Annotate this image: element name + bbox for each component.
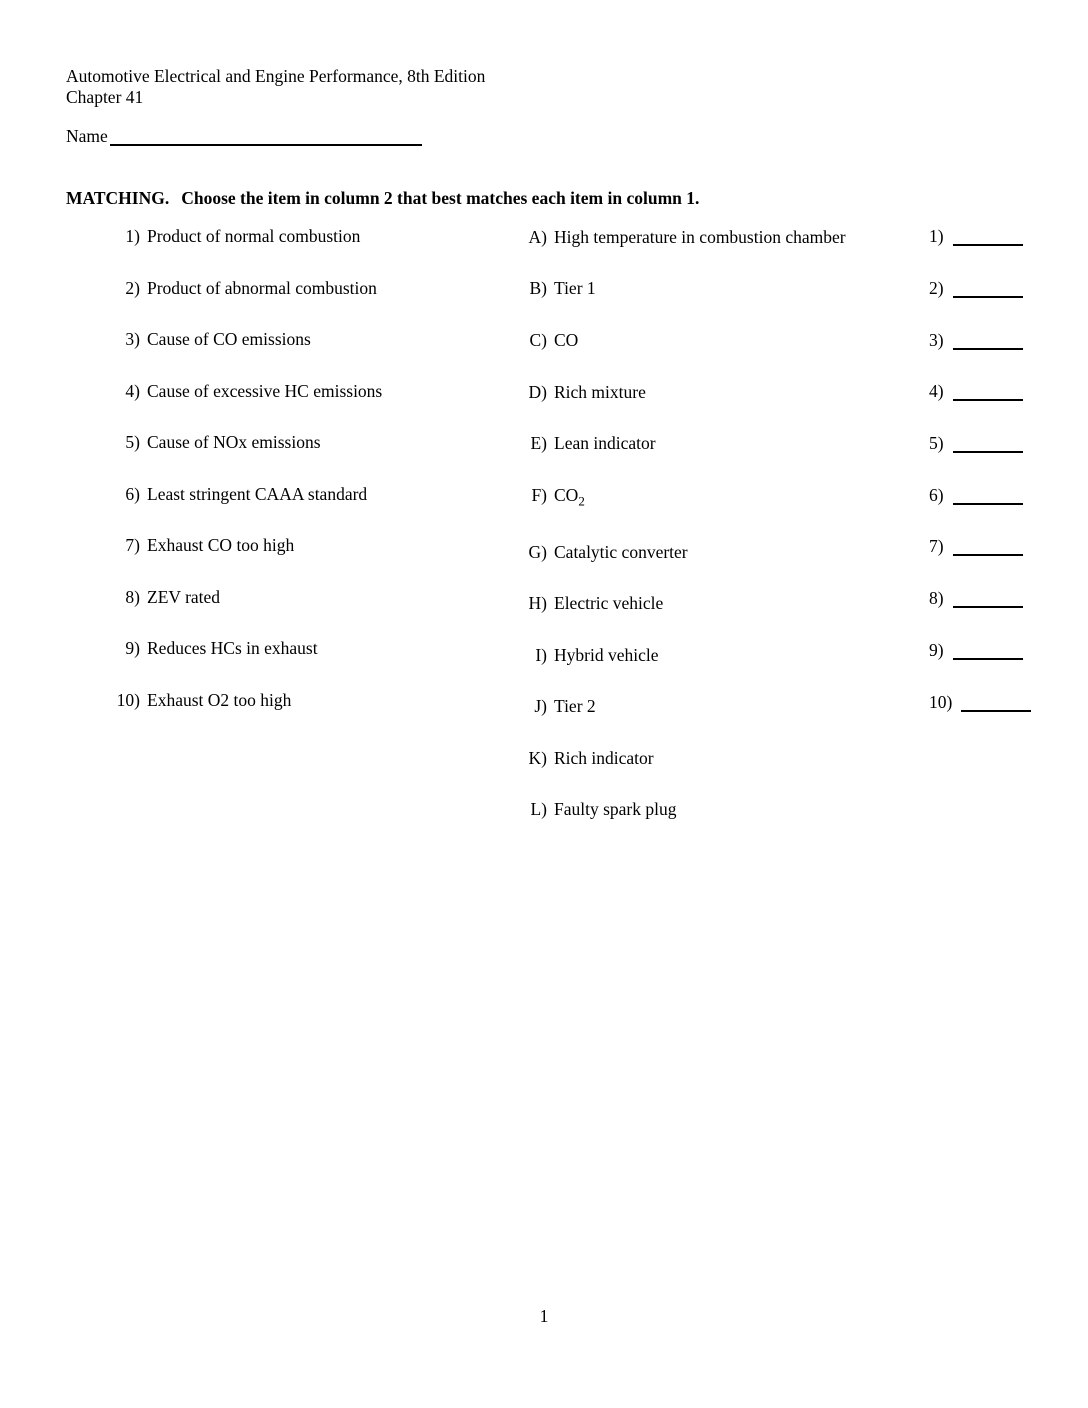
item-number: 6) bbox=[125, 484, 140, 504]
page-number: 1 bbox=[539, 1306, 549, 1326]
option-label: Tier 1 bbox=[554, 278, 596, 298]
item-label: Cause of NOx emissions bbox=[147, 432, 321, 452]
answer-row bbox=[929, 485, 1023, 506]
option-item bbox=[503, 645, 658, 666]
item-number: 2) bbox=[125, 278, 140, 298]
item-label: Exhaust CO too high bbox=[147, 535, 295, 555]
option-label: Rich mixture bbox=[554, 382, 646, 402]
matching-item bbox=[104, 638, 318, 659]
option-item bbox=[503, 748, 654, 769]
option-label: Tier 2 bbox=[554, 696, 596, 716]
option-letter: L) bbox=[530, 799, 547, 819]
option-letter: E) bbox=[530, 433, 547, 453]
name-label: Name bbox=[66, 126, 108, 146]
option-label: Hybrid vehicle bbox=[554, 645, 659, 665]
option-letter: A) bbox=[528, 227, 547, 247]
item-number: 7) bbox=[125, 535, 140, 555]
item-label: Cause of CO emissions bbox=[147, 329, 311, 349]
answer-number: 1) bbox=[929, 226, 944, 246]
option-label: CO bbox=[554, 330, 579, 350]
option-letter: D) bbox=[528, 382, 547, 402]
answer-row bbox=[929, 278, 1023, 299]
option-label: Electric vehicle bbox=[554, 593, 664, 613]
answer-row bbox=[929, 226, 1023, 247]
answer-number: 4) bbox=[929, 381, 944, 401]
chemical-subscript: 2 bbox=[578, 493, 585, 509]
answer-number: 6) bbox=[929, 485, 944, 505]
matching-item bbox=[104, 381, 382, 402]
item-label: Least stringent CAAA standard bbox=[147, 484, 368, 504]
matching-item bbox=[104, 535, 294, 556]
option-letter: H) bbox=[528, 593, 547, 613]
option-letter: J) bbox=[534, 696, 547, 716]
matching-item bbox=[104, 690, 291, 711]
item-label: Reduces HCs in exhaust bbox=[147, 638, 318, 658]
option-label: Lean indicator bbox=[554, 433, 656, 453]
option-letter: F) bbox=[531, 485, 547, 505]
option-item bbox=[503, 485, 585, 510]
option-item bbox=[503, 593, 663, 614]
answer-number: 5) bbox=[929, 433, 944, 453]
option-item bbox=[503, 382, 646, 403]
item-label: Cause of excessive HC emissions bbox=[147, 381, 383, 401]
option-letter: I) bbox=[535, 645, 547, 665]
answer-number: 10) bbox=[929, 692, 953, 712]
matching-item bbox=[104, 278, 377, 299]
option-item bbox=[503, 696, 596, 717]
option-label: Faulty spark plug bbox=[554, 799, 677, 819]
item-number: 4) bbox=[125, 381, 140, 401]
answer-blank-9[interactable] bbox=[953, 643, 1023, 661]
name-blank[interactable] bbox=[110, 129, 422, 147]
answer-blank-4[interactable] bbox=[953, 384, 1023, 402]
item-label: Product of normal combustion bbox=[147, 226, 361, 246]
answer-blank-2[interactable] bbox=[953, 281, 1023, 299]
item-label: ZEV rated bbox=[147, 587, 221, 607]
answer-number: 2) bbox=[929, 278, 944, 298]
item-number: 3) bbox=[125, 329, 140, 349]
option-letter: B) bbox=[529, 278, 547, 298]
option-label: $CO_2$ bbox=[554, 485, 585, 509]
answer-blank-3[interactable] bbox=[953, 333, 1023, 351]
answer-blank-1[interactable] bbox=[953, 229, 1023, 247]
matching-item bbox=[104, 226, 360, 247]
option-letter: C) bbox=[529, 330, 547, 350]
option-letter: G) bbox=[528, 542, 547, 562]
matching-item bbox=[104, 587, 220, 608]
answer-number: 8) bbox=[929, 588, 944, 608]
item-number: 5) bbox=[125, 432, 140, 452]
matching-item bbox=[104, 484, 367, 505]
answer-row bbox=[929, 536, 1023, 557]
answer-row bbox=[929, 640, 1023, 661]
option-item bbox=[503, 227, 846, 248]
option-label: High temperature in combustion chamber bbox=[554, 227, 846, 247]
answer-blank-10[interactable] bbox=[961, 695, 1031, 713]
matching-item bbox=[104, 432, 321, 453]
section-heading-word: MATCHING. bbox=[66, 188, 170, 208]
answer-row bbox=[929, 588, 1023, 609]
section-heading bbox=[66, 188, 699, 209]
option-label: Rich indicator bbox=[554, 748, 654, 768]
option-item bbox=[503, 433, 656, 454]
name-row bbox=[66, 126, 422, 147]
matching-item bbox=[104, 329, 311, 350]
option-item bbox=[503, 542, 688, 563]
answer-row bbox=[929, 330, 1023, 351]
chapter-label: Chapter 41 bbox=[66, 87, 144, 107]
option-label: Catalytic converter bbox=[554, 542, 688, 562]
answer-blank-6[interactable] bbox=[953, 488, 1023, 506]
option-item bbox=[503, 799, 677, 820]
section-heading-instructions: Choose the item in column 2 that best matches each item in column 1. bbox=[181, 188, 700, 208]
answer-blank-8[interactable] bbox=[953, 591, 1023, 609]
answer-number: 7) bbox=[929, 536, 944, 556]
answer-number: 3) bbox=[929, 330, 944, 350]
answer-number: 9) bbox=[929, 640, 944, 660]
option-item bbox=[503, 278, 596, 299]
item-number: 9) bbox=[125, 638, 140, 658]
document-header bbox=[66, 66, 485, 108]
answer-blank-7[interactable] bbox=[953, 539, 1023, 557]
item-number: 8) bbox=[125, 587, 140, 607]
item-number: 10) bbox=[116, 690, 140, 710]
item-label: Product of abnormal combustion bbox=[147, 278, 377, 298]
option-item bbox=[503, 330, 578, 351]
answer-blank-5[interactable] bbox=[953, 436, 1023, 454]
answer-row bbox=[929, 692, 1031, 713]
answer-row bbox=[929, 381, 1023, 402]
document-title: Automotive Electrical and Engine Performance, 8th Edition bbox=[66, 66, 486, 86]
item-label: Exhaust O2 too high bbox=[147, 690, 292, 710]
answer-row bbox=[929, 433, 1023, 454]
option-letter: K) bbox=[528, 748, 547, 768]
item-number: 1) bbox=[125, 226, 140, 246]
